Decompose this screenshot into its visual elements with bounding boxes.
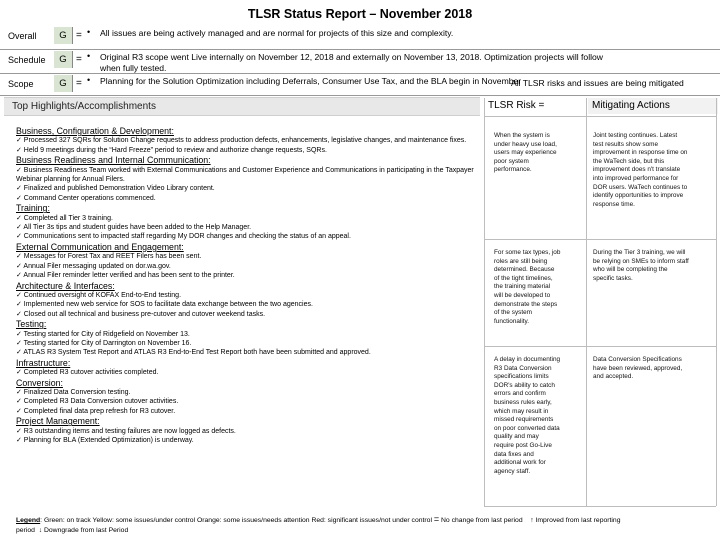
highlight-item: ✓ Finalized and published Demonstration Video Library content. [16,185,215,193]
highlight-item: ✓ Communications sent to impacted staff regarding My DOR changes and checking the status of an appeal. [16,233,351,241]
status-equals: = [76,54,82,65]
highlight-item: ✓ Annual Filer messaging updated on dor.wa.gov. [16,262,171,270]
highlight-item: ✓ Planning for BLA (Extended Optimization) is underway. [16,437,194,444]
table-border [716,98,717,506]
highlight-item: ✓ Closed out all technical and business pre-cutover and cutover weekend tasks. [16,310,266,318]
highlight-item: ✓ Completed all Tier 3 training. [16,214,113,222]
risk-line: R3 Data Conversion [494,364,552,372]
status-label: Scope [8,79,34,89]
risk-header: TLSR Risk = [488,100,545,111]
highlight-item: ✓ Command Center operations commenced. [16,194,156,202]
risk-line: specifications limits [494,373,549,381]
risk-line: the training material [494,283,551,291]
status-row [0,26,720,48]
highlight-item: ✓ Business Readiness Team worked with External Communications and Customer Experience and Communications in participating in the Taxpayer Webinar planning for Annual Filers. [16,166,474,184]
mitigation-line: who will be completing the [593,266,668,274]
highlight-item: ✓ Messages for Forest Tax and REET Filers has been sent. [16,253,202,261]
highlight-item: ✓ ATLAS R3 System Test Report and ATLAS R3 End-to-End Test Report both have been submitted and approved. [16,349,371,357]
risk-line: functionality. [494,317,530,325]
risk-line: A delay in documenting [494,356,561,363]
highlight-item: ✓ Implemented new web service for SOS to facilitate data exchange between the two agencies. [16,301,313,309]
section-heading: External Communication and Engagement: [16,241,184,252]
status-equals: = [76,78,82,89]
highlight-item: ✓ Continued oversight of KOFAX End-to-End testing. [16,291,182,299]
highlight-item: ✓ Completed R3 cutover activities completed. [16,369,159,377]
risk-line: require post Go-Live [494,441,552,449]
mitigation-line: response time. [593,200,635,208]
table-border [484,116,716,117]
risk-line: errors and confirm [494,390,546,398]
bullet-icon: • [87,75,91,85]
row-divider [0,49,720,50]
legend-key: Legend [16,517,41,524]
status-badge: G [54,75,73,92]
highlight-item: ✓ All Tier 3s tips and student guides have been added to the Help Manager. [16,224,252,232]
status-text-line: when fully tested. [100,63,167,73]
status-equals: = [76,30,82,41]
highlight-item: ✓ Held 9 meetings during the “Hard Freeze” period to review and authorize change requests, SQRs. [16,146,327,154]
status-badge: G [54,27,73,44]
risk-cell [494,249,582,326]
risk-line: determined. Because [494,266,555,274]
status-label: Schedule [8,55,46,65]
highlight-item: ✓ Finalized Data Conversion testing. [16,388,131,396]
highlight-item: ✓ R3 outstanding items and testing failures are now logged as defects. [16,427,236,435]
mitigation-line: be relying on SMEs to inform staff [593,257,689,265]
mitigation-line: specific tasks. [593,274,633,282]
table-border [484,98,485,506]
equals-symbol: = [433,514,440,524]
table-border [586,98,587,506]
status-badge: G [54,51,73,68]
risk-line: data fixes and [494,450,534,458]
section-heading: Infrastructure: [16,357,71,368]
mitigation-line: have been reviewed, approved, [593,364,683,372]
risk-line: poor system [494,157,529,165]
bullet-icon: • [87,27,91,37]
risk-line: additional work for [494,459,546,467]
risk-line: performance. [494,166,532,174]
status-label: Overall [8,31,37,41]
highlight-item: ✓ Testing started for City of Ridgefield on November 13. [16,330,190,338]
risk-line: which may result in [494,407,549,415]
section-heading: Testing: [16,319,47,330]
highlight-item: ✓ Completed R3 Data Conversion cutover activities. [16,398,179,406]
risk-line: users may experience [494,149,557,157]
risk-line: of the tight timelines, [494,274,553,282]
highlight-item: ✓ Processed 327 SQRs for Solution Change requests to address production defects, enhancements, legislative changes, and maintenance fixes. [16,137,467,145]
table-border [484,346,716,347]
legend-improved: Improved from last reporting [535,517,621,524]
risk-cell [494,356,582,476]
mitigation-line: DOR users. WaTech continues to [593,183,688,191]
risk-line: of the system [494,309,533,317]
mitigation-line: the WaTech side, but this [593,157,665,165]
highlights-heading: Top Highlights/Accomplishments [12,101,156,112]
risk-line: For some tax types, job [494,249,561,256]
legend-no-change: No change from last period [441,517,523,524]
risk-line: missed requirements [494,416,554,424]
section-heading: Conversion: [16,377,63,388]
mitigation-header: Mitigating Actions [588,98,718,114]
mitigation-line: Data Conversion Specifications [593,356,682,363]
risk-summary-text: All TLSR risks and issues are being mitigated [511,78,684,88]
section-heading: Architecture & Interfaces: [16,280,115,291]
down-arrow-icon: ↓ [38,527,43,534]
mitigation-line: During the Tier 3 training, we will [593,249,686,256]
section-heading: Business Readiness and Internal Communication: [16,155,211,166]
legend-downgrade: Downgrade from last Period [43,527,129,534]
row-divider [0,73,720,74]
section-heading: Project Management: [16,416,100,427]
mitigation-line: Joint testing continues. Latest [593,132,678,139]
risk-line: roles are still being [494,257,548,265]
highlights-body [16,126,476,445]
mitigation-line: identify opportunities to improve [593,192,684,200]
risk-line: quality and may [494,433,539,441]
highlight-item: ✓ Completed final data prep refresh for R3 cutover. [16,407,176,415]
bullet-icon: • [87,51,91,61]
mitigation-cell [593,356,713,382]
status-row [0,74,720,96]
mitigation-line: and accepted. [593,373,634,381]
highlight-item: ✓ Testing started for City of Darrington on November 16. [16,339,192,347]
mitigation-line: into improved performance for [593,174,679,182]
risk-line: on poor converted data [494,424,560,432]
legend-colors: : Green: on track Yellow: some issues/under control Orange: some issues/needs attention Red: significant issues/not under control [40,517,432,524]
up-arrow-icon: ↑ [530,517,534,524]
legend-period: period [16,527,35,534]
status-text [100,52,705,74]
risk-cell [494,132,582,175]
highlight-item: ✓ Annual Filer reminder letter verified and has been sent to the printer. [16,272,235,280]
mitigation-line: test results show some [593,140,658,148]
report-title: TLSR Status Report – November 2018 [247,7,473,21]
row-divider [0,95,720,96]
mitigation-cell [593,132,713,209]
status-text [100,28,705,39]
risk-line: agency staff. [494,467,531,475]
section-heading: Training: [16,203,50,214]
risk-line: DOR's ability to catch [494,381,555,389]
mitigation-line: improvement does n't translate [593,166,681,174]
legend [16,514,716,536]
table-border [484,239,716,240]
table-border [484,506,716,507]
risk-line: When the system is [494,132,550,139]
mitigation-line: improvement in response time on [593,149,688,157]
status-row [0,50,720,72]
status-text-line: Original R3 scope went Live internally on November 12, 2018 and externally on November 13, 2018. Optimization projects will follow [100,52,603,62]
status-text-line: All issues are being actively managed and are normal for projects of this size and complexity. [100,28,454,38]
mitigation-cell [593,249,713,283]
status-text-line: Planning for the Solution Optimization including Deferrals, Consumer Use Tax, and the BLA begin in November [100,76,522,86]
risk-line: will be developed to [494,291,551,299]
risk-line: demonstrate the steps [494,300,558,308]
section-heading: Business, Configuration & Development: [16,126,174,136]
risk-line: business rules early, [494,398,552,406]
risk-line: under heavy use load, [494,140,557,148]
highlights-header [4,97,480,116]
